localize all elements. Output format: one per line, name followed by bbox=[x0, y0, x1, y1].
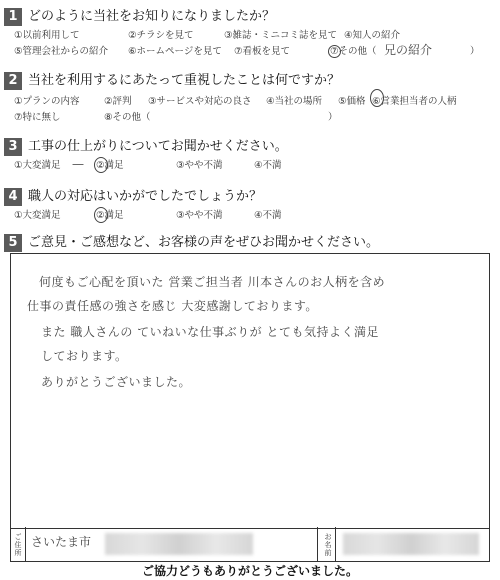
question-3 bbox=[0, 136, 500, 176]
option[interactable]: ④不満 bbox=[254, 160, 282, 171]
comment-line: 仕事の責任感の強さを感じ 大変感謝しております。 bbox=[27, 299, 318, 313]
name-label: お名前 bbox=[324, 533, 332, 557]
option[interactable]: ④知人の紹介 bbox=[344, 30, 401, 41]
option[interactable]: ⑤価格 bbox=[338, 96, 366, 107]
address-value: さいたま市 bbox=[31, 535, 92, 549]
option[interactable]: ⑥営業担当者の人柄 bbox=[372, 96, 457, 107]
thanks-message: ご協力どうもありがとうございました。 bbox=[141, 564, 358, 578]
option-other[interactable]: ⑦その他（ bbox=[330, 46, 377, 57]
selection-circle bbox=[94, 207, 108, 223]
option[interactable]: ②評判 bbox=[104, 96, 132, 107]
question-number: 3 bbox=[4, 138, 22, 156]
option[interactable]: ①プランの内容 bbox=[14, 96, 80, 107]
option[interactable]: ②満足 bbox=[96, 210, 124, 221]
option[interactable]: ⑤管理会社からの紹介 bbox=[14, 46, 109, 57]
question-number: 2 bbox=[4, 72, 22, 90]
comment-line: ありがとうございました。 bbox=[41, 375, 192, 389]
divider bbox=[317, 527, 318, 561]
question-text: ご意見・ご感想など、お客様の声をぜひお聞かせください。 bbox=[28, 235, 380, 250]
option[interactable]: ①大変満足 bbox=[14, 210, 61, 221]
comment-line: また 職人さんの ていねいな仕事ぶりが とても気持よく満足 bbox=[41, 325, 379, 339]
option[interactable]: ④不満 bbox=[254, 210, 282, 221]
question-text: 職人の対応はいかがでしたでしょうか？ bbox=[28, 189, 263, 204]
option[interactable]: ⑦看板を見て bbox=[234, 46, 291, 57]
address-label: ご住所 bbox=[14, 533, 22, 557]
option-other[interactable]: ⑧その他（ bbox=[104, 112, 151, 123]
question-2 bbox=[0, 70, 500, 130]
option[interactable]: ②チラシを見て bbox=[128, 30, 194, 41]
comment-box[interactable] bbox=[10, 253, 490, 529]
selection-circle bbox=[94, 157, 108, 173]
question-5 bbox=[0, 232, 500, 252]
option[interactable]: ①以前利用して bbox=[14, 30, 80, 41]
option[interactable]: ②満足 bbox=[96, 160, 124, 171]
option[interactable]: ③やや不満 bbox=[176, 160, 223, 171]
question-4 bbox=[0, 186, 500, 226]
option[interactable]: ③雑誌・ミニコミ誌を見て bbox=[224, 30, 338, 41]
redacted-name bbox=[343, 533, 479, 555]
comment-line: 何度もご心配を頂いた 営業ご担当者 川本さんのお人柄を含め bbox=[39, 275, 386, 289]
close-paren: ） bbox=[328, 112, 338, 123]
question-number: 5 bbox=[4, 234, 22, 252]
selection-circle bbox=[370, 89, 384, 107]
option[interactable]: ⑦特に無し bbox=[14, 112, 61, 123]
option[interactable]: ④当社の場所 bbox=[266, 96, 323, 107]
option[interactable]: ③やや不満 bbox=[176, 210, 223, 221]
divider bbox=[335, 527, 336, 561]
other-answer: 兄の紹介 bbox=[384, 43, 433, 57]
option[interactable]: ③サービスや対応の良さ bbox=[148, 96, 252, 107]
question-text: 当社を利用するにあたって重視したことは何ですか？ bbox=[28, 73, 341, 88]
option[interactable]: ①大変満足 bbox=[14, 160, 61, 171]
question-number: 1 bbox=[4, 8, 22, 26]
comment-line: しております。 bbox=[41, 349, 128, 363]
question-text: どのように当社をお知りになりましたか？ bbox=[28, 9, 276, 24]
selection-circle bbox=[328, 45, 341, 58]
option[interactable]: ⑥ホームページを見て bbox=[128, 46, 222, 57]
question-text: 工事の仕上がりについてお聞かせください。 bbox=[28, 139, 288, 154]
question-1 bbox=[0, 4, 500, 66]
respondent-info bbox=[10, 527, 490, 562]
divider bbox=[25, 527, 26, 561]
redacted-address bbox=[105, 533, 253, 555]
close-paren: ） bbox=[470, 46, 480, 57]
handwritten-dash: — bbox=[72, 157, 84, 171]
question-number: 4 bbox=[4, 188, 22, 206]
